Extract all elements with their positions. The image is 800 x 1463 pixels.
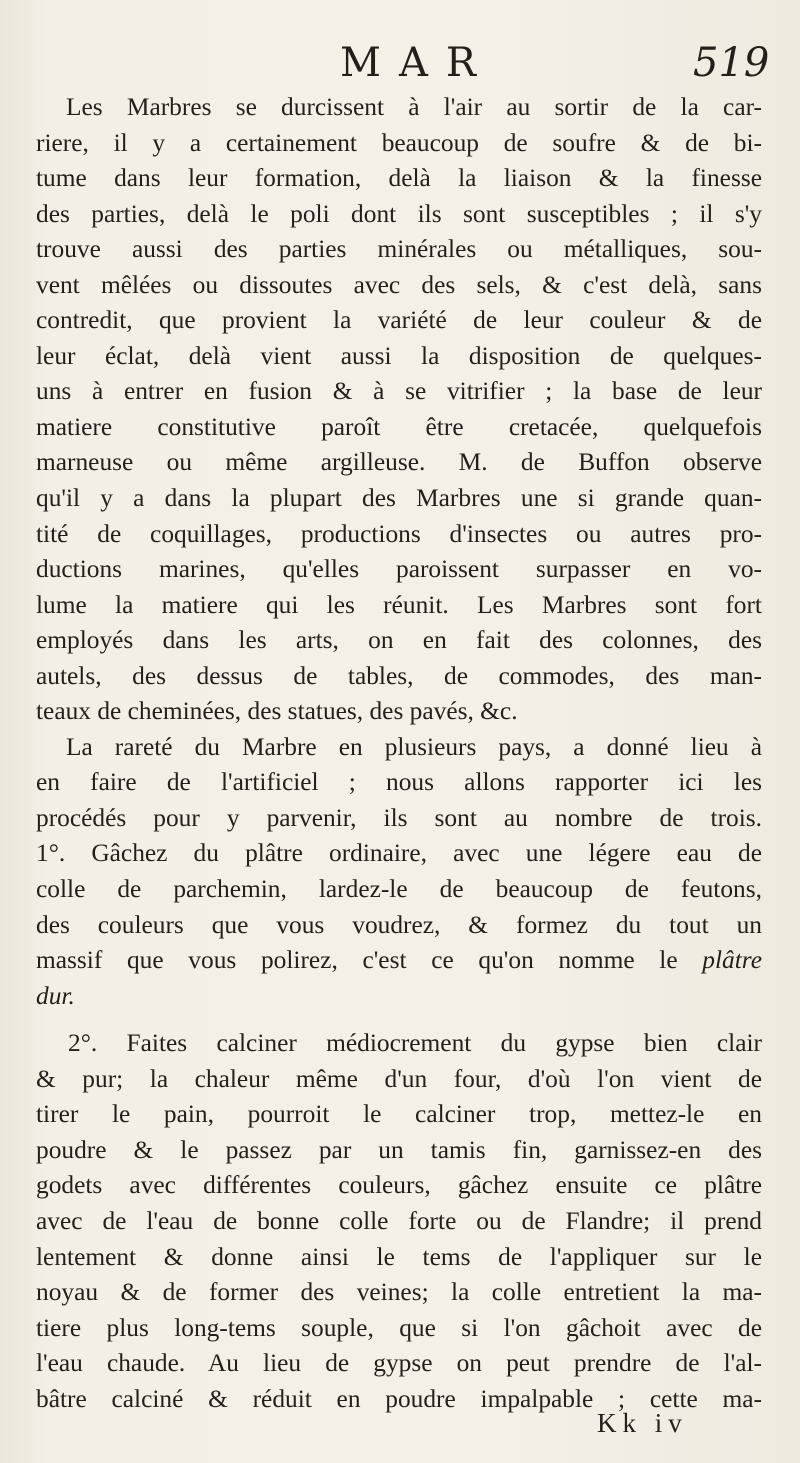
text-line: & pur; la chaleur même d'un four, d'où l'on vient de <box>36 1064 762 1093</box>
text-line: uns à entrer en fusion & à se vitrifier ; la base de leur <box>36 377 762 406</box>
text-line: avec de l'eau de bonne colle forte ou de Flandre; il prend <box>36 1206 762 1235</box>
text-line: marneuse ou même argilleuse. M. de Buffon observe <box>36 448 762 477</box>
text-line: employés dans les arts, on en fait des colonnes, des <box>36 626 762 655</box>
text-line: vent mêlées ou dissoutes avec des sels, & c'est delà, sans <box>36 270 762 299</box>
paragraph-1 <box>36 90 762 730</box>
text-line: riere, il y a certainement beaucoup de soufre & de bi- <box>36 128 762 157</box>
text-line: qu'il y a dans la plupart des Marbres une si grande quan- <box>36 484 762 513</box>
text-line: tirer le pain, pourroit le calciner trop, mettez-le en <box>36 1100 762 1129</box>
running-head: MAR <box>340 40 494 86</box>
text-line: teaux de cheminées, des statues, des pavés, &c. <box>36 697 518 726</box>
text-line: lentement & donne ainsi le tems de l'appliquer sur le <box>36 1242 762 1271</box>
signature-mark: Kk iv <box>597 1408 688 1438</box>
page-number: 519 <box>693 40 770 86</box>
text-line: procédés pour y parvenir, ils sont au nombre de trois. <box>36 803 762 832</box>
text-line: autels, des dessus de tables, de commodes, des man- <box>36 661 762 690</box>
text-line: godets avec différentes couleurs, gâchez ensuite ce plâtre <box>36 1171 762 1200</box>
italic-term-end: dur. <box>36 981 75 1010</box>
text-line: ductions marines, qu'elles paroissent surpasser en vo- <box>36 555 762 584</box>
text-line: tiere plus long-tems souple, que si l'on gâchoit avec de <box>36 1313 762 1342</box>
text-line-with-italic <box>36 943 762 979</box>
text-line: 1°. Gâchez du plâtre ordinaire, avec une légere eau de <box>36 839 762 868</box>
paragraph-2 <box>36 730 762 1014</box>
text-line-start: massif que vous polirez, c'est ce qu'on nomme le <box>36 946 678 975</box>
text-line: trouve aussi des parties minérales ou métalliques, sou- <box>36 235 762 264</box>
text-line: poudre & le passez par un tamis fin, garnissez-en des <box>36 1135 762 1164</box>
text-line: des couleurs que vous voudrez, & formez du tout un <box>36 910 762 939</box>
text-line: bâtre calciné & réduit en poudre impalpable ; cette ma- <box>36 1384 762 1413</box>
page-header <box>0 38 800 88</box>
text-line: leur éclat, delà vient aussi la disposition de quelques- <box>36 341 762 370</box>
text-line: des parties, delà le poli dont ils sont susceptibles ; il s'y <box>36 199 762 228</box>
text-line: tité de coquillages, productions d'insectes ou autres pro- <box>36 519 762 548</box>
text-line: contredit, que provient la variété de leur couleur & de <box>36 306 762 335</box>
text-line: La rareté du Marbre en plusieurs pays, a donné lieu à <box>66 732 762 761</box>
text-line: colle de parchemin, lardez-le de beaucoup de feutons, <box>36 875 762 904</box>
paragraph-3 <box>36 1026 762 1417</box>
text-line: tume dans leur formation, delà la liaison & la finesse <box>36 164 762 193</box>
text-line: lume la matiere qui les réunit. Les Marbres sont fort <box>36 590 762 619</box>
italic-term: plâtre <box>702 946 762 975</box>
text-line: matiere constitutive paroît être cretacée, quelquefois <box>36 412 762 441</box>
text-line: 2°. Faites calciner médiocrement du gypse bien clair <box>68 1029 762 1058</box>
body-text <box>36 90 762 1417</box>
text-line: noyau & de former des veines; la colle entretient la ma- <box>36 1278 762 1307</box>
paragraph-gap <box>36 1014 762 1026</box>
text-line: en faire de l'artificiel ; nous allons rapporter ici les <box>36 768 762 797</box>
text-line: Les Marbres se durcissent à l'air au sortir de la car- <box>66 93 762 121</box>
text-line: l'eau chaude. Au lieu de gypse on peut prendre de l'al- <box>36 1349 762 1378</box>
